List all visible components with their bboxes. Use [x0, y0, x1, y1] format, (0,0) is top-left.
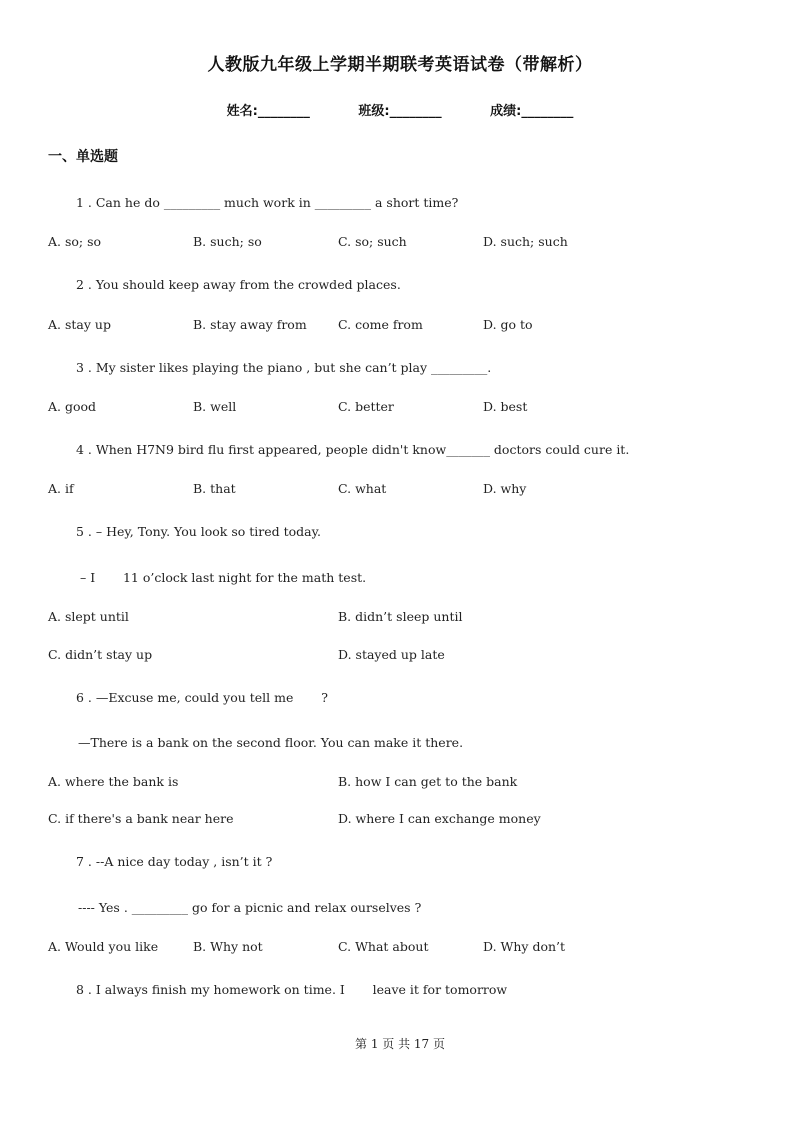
option-c: C. better — [338, 399, 394, 414]
score-field: 成绩:________ — [490, 104, 574, 119]
option-d: D. where I can exchange money — [338, 811, 541, 826]
option-c: C. so; such — [338, 234, 407, 249]
class-field: 班级:________ — [358, 104, 442, 119]
student-info-row — [0, 100, 800, 119]
option-d: D. such; such — [483, 234, 568, 249]
section-title: 一、单选题 — [48, 149, 118, 165]
option-c: C. come from — [338, 317, 423, 332]
option-b: B. didn’t sleep until — [338, 609, 463, 624]
option-b: B. Why not — [193, 939, 263, 954]
question-stem-reply: ---- Yes . _________ go for a picnic and relax ourselves ? — [78, 900, 422, 915]
option-d: D. go to — [483, 317, 533, 332]
option-a: A. Would you like — [48, 939, 159, 954]
question-stem: 4 . When H7N9 bird flu first appeared, people didn't know_______ doctors could cure it. — [76, 442, 630, 457]
option-a: A. slept until — [48, 609, 129, 624]
option-c: C. if there's a bank near here — [48, 811, 234, 826]
option-c: C. what — [338, 481, 387, 496]
question-stem: 2 . You should keep away from the crowded places. — [76, 277, 401, 292]
option-c: C. What about — [338, 939, 429, 954]
question-stem-reply: – I 11 o’clock last night for the math test. — [80, 570, 367, 585]
option-d: D. why — [483, 481, 527, 496]
question-stem: 7 . --A nice day today , isn’t it ? — [76, 854, 273, 869]
question-stem-reply: —There is a bank on the second floor. You can make it there. — [78, 735, 464, 750]
option-b: B. stay away from — [193, 317, 307, 332]
question-stem: 1 . Can he do _________ much work in _________ a short time? — [76, 195, 459, 210]
option-a: A. if — [48, 481, 74, 496]
option-d: D. Why don’t — [483, 939, 566, 954]
option-a: A. so; so — [48, 234, 102, 249]
question-stem: 6 . —Excuse me, could you tell me ? — [76, 690, 328, 705]
option-d: D. best — [483, 399, 528, 414]
option-b: B. that — [193, 481, 236, 496]
option-a: A. stay up — [48, 317, 111, 332]
option-c: C. didn’t stay up — [48, 647, 153, 662]
option-a: A. good — [48, 399, 97, 414]
question-stem: 8 . I always finish my homework on time. I leave it for tomorrow — [76, 982, 508, 997]
page-title: 人教版九年级上学期半期联考英语试卷（带解析） — [207, 55, 593, 75]
name-field: 姓名:________ — [226, 104, 310, 119]
option-b: B. such; so — [193, 234, 262, 249]
page-footer: 第 1 页 共 17 页 — [355, 1037, 445, 1051]
question-stem: 5 . – Hey, Tony. You look so tired today. — [76, 524, 322, 539]
option-b: B. well — [193, 399, 237, 414]
question-stem: 3 . My sister likes playing the piano , but she can’t play _________. — [76, 360, 492, 375]
option-d: D. stayed up late — [338, 647, 445, 662]
option-b: B. how I can get to the bank — [338, 774, 518, 789]
option-a: A. where the bank is — [48, 774, 179, 789]
